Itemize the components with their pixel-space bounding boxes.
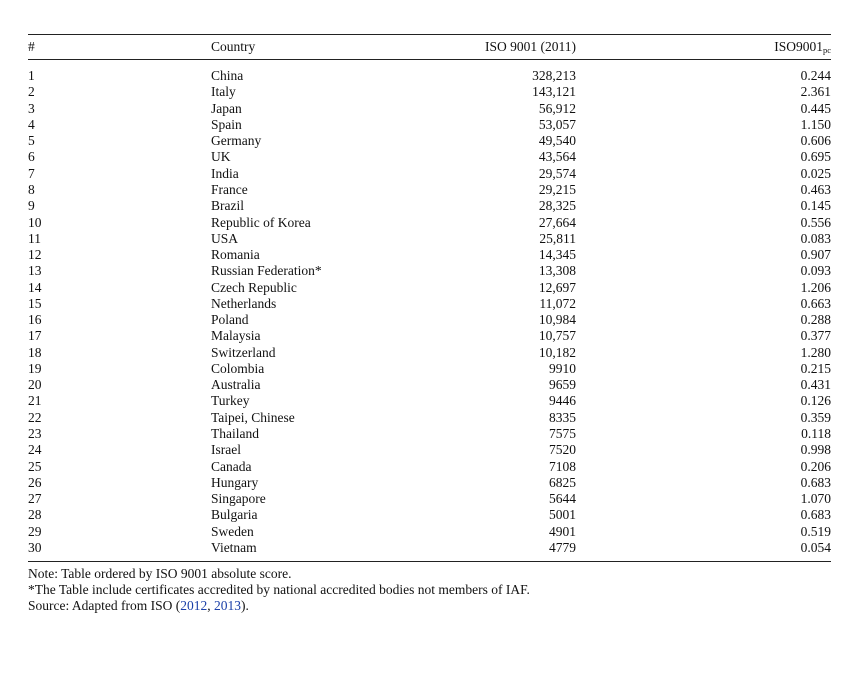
table-row bbox=[28, 117, 831, 133]
cell-rank: 14 bbox=[28, 279, 42, 295]
cell-iso-9001-2011: 7575 bbox=[549, 425, 576, 441]
cell-country: Romania bbox=[211, 247, 260, 263]
cell-iso-9001-2011: 56,912 bbox=[538, 100, 576, 116]
cell-iso-9001-2011: 13,308 bbox=[538, 263, 576, 279]
cell-rank: 27 bbox=[28, 491, 42, 507]
cell-iso-9001-2011: 14,345 bbox=[538, 247, 576, 263]
cell-country: India bbox=[211, 165, 239, 181]
cell-iso9001-pc: 0.998 bbox=[800, 442, 831, 458]
cell-iso9001-pc: 0.683 bbox=[800, 507, 831, 523]
cell-country: Malaysia bbox=[211, 328, 261, 344]
cell-iso-9001-2011: 4901 bbox=[549, 523, 576, 539]
table-row bbox=[28, 345, 831, 361]
table-body bbox=[28, 60, 831, 561]
cell-country: Italy bbox=[211, 84, 236, 100]
cell-country: Germany bbox=[211, 133, 262, 149]
header-row bbox=[28, 35, 831, 60]
table-header bbox=[28, 35, 831, 60]
cell-country: Singapore bbox=[211, 491, 266, 507]
cell-iso9001-pc: 0.359 bbox=[800, 409, 831, 425]
table-row bbox=[28, 101, 831, 117]
cell-rank: 21 bbox=[28, 393, 42, 409]
cell-iso-9001-2011: 10,182 bbox=[538, 344, 576, 360]
table-row bbox=[28, 442, 831, 458]
cell-country: Spain bbox=[211, 116, 242, 132]
cell-iso-9001-2011: 5644 bbox=[549, 491, 576, 507]
table-row bbox=[28, 377, 831, 393]
cell-rank: 20 bbox=[28, 377, 42, 393]
table-row bbox=[28, 263, 831, 279]
cell-rank: 5 bbox=[28, 133, 35, 149]
cell-rank: 23 bbox=[28, 425, 42, 441]
header-rank: # bbox=[28, 35, 211, 60]
cell-country: Japan bbox=[211, 100, 242, 116]
table-row bbox=[28, 458, 831, 474]
cell-rank: 22 bbox=[28, 409, 42, 425]
header-iso9001-pc bbox=[576, 35, 831, 60]
iso-9001-table bbox=[28, 34, 831, 561]
table-row bbox=[28, 279, 831, 295]
cell-rank: 29 bbox=[28, 523, 42, 539]
table-notes bbox=[28, 566, 831, 614]
cell-rank: 19 bbox=[28, 360, 42, 376]
table-row bbox=[28, 393, 831, 409]
table-row bbox=[28, 296, 831, 312]
cell-iso-9001-2011: 29,215 bbox=[538, 181, 576, 197]
cell-iso9001-pc: 1.070 bbox=[800, 491, 831, 507]
cell-country: Turkey bbox=[211, 393, 250, 409]
cell-country: Israel bbox=[211, 442, 241, 458]
cell-country: Netherlands bbox=[211, 295, 277, 311]
cell-iso-9001-2011: 28,325 bbox=[538, 198, 576, 214]
table-row bbox=[28, 507, 831, 523]
cell-rank: 13 bbox=[28, 263, 42, 279]
note-ordering: Note: Table ordered by ISO 9001 absolute score. bbox=[28, 565, 292, 581]
cell-rank: 26 bbox=[28, 474, 42, 490]
cell-rank: 4 bbox=[28, 116, 35, 132]
table-row bbox=[28, 198, 831, 214]
cell-iso-9001-2011: 25,811 bbox=[539, 230, 576, 246]
cell-iso9001-pc: 0.244 bbox=[800, 68, 831, 84]
cell-rank: 2 bbox=[28, 84, 35, 100]
cell-iso9001-pc: 0.093 bbox=[800, 263, 831, 279]
table-row bbox=[28, 133, 831, 149]
cell-iso-9001-2011: 43,564 bbox=[538, 149, 576, 165]
table-row bbox=[28, 60, 831, 85]
cell-country: Taipei, Chinese bbox=[211, 409, 295, 425]
cell-country: France bbox=[211, 181, 248, 197]
cell-iso-9001-2011: 27,664 bbox=[538, 214, 576, 230]
header-country: Country bbox=[211, 35, 441, 60]
cell-iso9001-pc: 1.206 bbox=[800, 279, 831, 295]
table-bottom-rule bbox=[28, 561, 831, 562]
cell-rank: 15 bbox=[28, 295, 42, 311]
cell-iso-9001-2011: 9446 bbox=[549, 393, 576, 409]
table-row bbox=[28, 312, 831, 328]
cell-rank: 30 bbox=[28, 539, 42, 555]
cell-rank: 1 bbox=[28, 68, 35, 84]
cell-iso-9001-2011: 53,057 bbox=[538, 116, 576, 132]
document bbox=[28, 34, 831, 614]
table-row bbox=[28, 328, 831, 344]
cell-rank: 25 bbox=[28, 458, 42, 474]
cell-rank: 28 bbox=[28, 507, 42, 523]
cell-iso-9001-2011: 7108 bbox=[549, 458, 576, 474]
cell-rank: 16 bbox=[28, 312, 42, 328]
cell-country: USA bbox=[211, 230, 239, 246]
table-row bbox=[28, 84, 831, 100]
cell-country: Thailand bbox=[211, 425, 259, 441]
cell-iso-9001-2011: 4779 bbox=[549, 539, 576, 555]
cell-rank: 12 bbox=[28, 247, 42, 263]
cell-iso9001-pc: 0.206 bbox=[800, 458, 831, 474]
cell-iso9001-pc: 2.361 bbox=[800, 84, 831, 100]
cell-iso-9001-2011: 29,574 bbox=[538, 165, 576, 181]
cell-rank: 3 bbox=[28, 100, 35, 116]
cell-country: UK bbox=[211, 149, 231, 165]
cell-iso-9001-2011: 10,984 bbox=[538, 312, 576, 328]
cell-iso9001-pc: 0.519 bbox=[800, 523, 831, 539]
cell-iso-9001-2011: 12,697 bbox=[538, 279, 576, 295]
cell-iso9001-pc: 0.606 bbox=[800, 133, 831, 149]
cell-rank: 8 bbox=[28, 181, 35, 197]
cell-iso-9001-2011: 8335 bbox=[549, 409, 576, 425]
table-row bbox=[28, 182, 831, 198]
cell-iso-9001-2011: 143,121 bbox=[532, 84, 576, 100]
note-footnote: *The Table include certificates accredited by national accredited bodies not members of IAF. bbox=[28, 581, 530, 597]
cell-country: Switzerland bbox=[211, 344, 276, 360]
table-row bbox=[28, 523, 831, 539]
cell-country: Sweden bbox=[211, 523, 254, 539]
table-row bbox=[28, 540, 831, 561]
table-row bbox=[28, 491, 831, 507]
cell-iso9001-pc: 0.288 bbox=[800, 312, 831, 328]
table-row bbox=[28, 410, 831, 426]
source-suffix: ). bbox=[240, 597, 249, 613]
header-iso-9001-2011: ISO 9001 (2011) bbox=[441, 35, 576, 60]
cell-iso9001-pc: 0.556 bbox=[800, 214, 831, 230]
cell-country: Republic of Korea bbox=[211, 214, 311, 230]
cell-iso-9001-2011: 9910 bbox=[549, 360, 576, 376]
cell-iso-9001-2011: 49,540 bbox=[538, 133, 576, 149]
cell-iso9001-pc: 0.118 bbox=[801, 425, 831, 441]
cell-iso-9001-2011: 5001 bbox=[549, 507, 576, 523]
cell-rank: 17 bbox=[28, 328, 42, 344]
table-row bbox=[28, 214, 831, 230]
table-row bbox=[28, 361, 831, 377]
cell-iso9001-pc: 0.695 bbox=[800, 149, 831, 165]
cell-iso-9001-2011: 11,072 bbox=[539, 295, 576, 311]
cell-iso9001-pc: 0.663 bbox=[800, 295, 831, 311]
table-row bbox=[28, 247, 831, 263]
cell-iso9001-pc: 0.126 bbox=[800, 393, 831, 409]
table-row bbox=[28, 426, 831, 442]
cell-iso9001-pc: 0.445 bbox=[800, 100, 831, 116]
header-iso9001-pc-subscript: pc bbox=[822, 45, 831, 55]
cell-iso9001-pc: 0.377 bbox=[800, 328, 831, 344]
cell-iso-9001-2011: 9659 bbox=[549, 377, 576, 393]
cell-rank: 9 bbox=[28, 198, 35, 214]
table-row bbox=[28, 166, 831, 182]
cell-country: Czech Republic bbox=[211, 279, 297, 295]
table-row bbox=[28, 231, 831, 247]
source-link-2012[interactable]: 2012 bbox=[180, 597, 208, 613]
cell-country: Poland bbox=[211, 312, 249, 328]
cell-iso9001-pc: 0.145 bbox=[800, 198, 831, 214]
cell-country: Hungary bbox=[211, 474, 259, 490]
cell-rank: 24 bbox=[28, 442, 42, 458]
cell-iso9001-pc: 1.150 bbox=[800, 116, 831, 132]
cell-rank: 18 bbox=[28, 344, 42, 360]
cell-rank: 11 bbox=[28, 230, 41, 246]
cell-iso9001-pc: 0.083 bbox=[800, 230, 831, 246]
cell-country: Brazil bbox=[211, 198, 244, 214]
cell-iso9001-pc: 0.215 bbox=[800, 360, 831, 376]
source-link-2013[interactable]: 2013 bbox=[213, 597, 241, 613]
cell-iso9001-pc: 0.683 bbox=[800, 474, 831, 490]
cell-rank: 6 bbox=[28, 149, 35, 165]
cell-country: Colombia bbox=[211, 360, 265, 376]
cell-iso9001-pc: 0.054 bbox=[800, 539, 831, 555]
source-prefix: Source: Adapted from ISO ( bbox=[28, 597, 181, 613]
table-row bbox=[28, 475, 831, 491]
source-separator: , bbox=[207, 597, 214, 613]
note-source bbox=[28, 598, 831, 614]
cell-country: China bbox=[211, 68, 244, 84]
cell-iso9001-pc: 0.463 bbox=[800, 181, 831, 197]
cell-iso9001-pc: 0.431 bbox=[800, 377, 831, 393]
cell-country: Bulgaria bbox=[211, 507, 258, 523]
cell-rank: 7 bbox=[28, 165, 35, 181]
cell-iso9001-pc: 0.907 bbox=[800, 247, 831, 263]
cell-iso-9001-2011: 328,213 bbox=[532, 68, 576, 84]
cell-iso-9001-2011: 6825 bbox=[549, 474, 576, 490]
header-iso9001-pc-main: ISO9001 bbox=[774, 39, 823, 54]
cell-country: Vietnam bbox=[211, 539, 257, 555]
cell-iso-9001-2011: 7520 bbox=[549, 442, 576, 458]
cell-country: Australia bbox=[211, 377, 261, 393]
cell-iso9001-pc: 0.025 bbox=[800, 165, 831, 181]
cell-iso-9001-2011: 10,757 bbox=[538, 328, 576, 344]
table-row bbox=[28, 149, 831, 165]
cell-country: Canada bbox=[211, 458, 252, 474]
cell-rank: 10 bbox=[28, 214, 42, 230]
cell-iso9001-pc: 1.280 bbox=[800, 344, 831, 360]
cell-country: Russian Federation* bbox=[211, 263, 322, 279]
